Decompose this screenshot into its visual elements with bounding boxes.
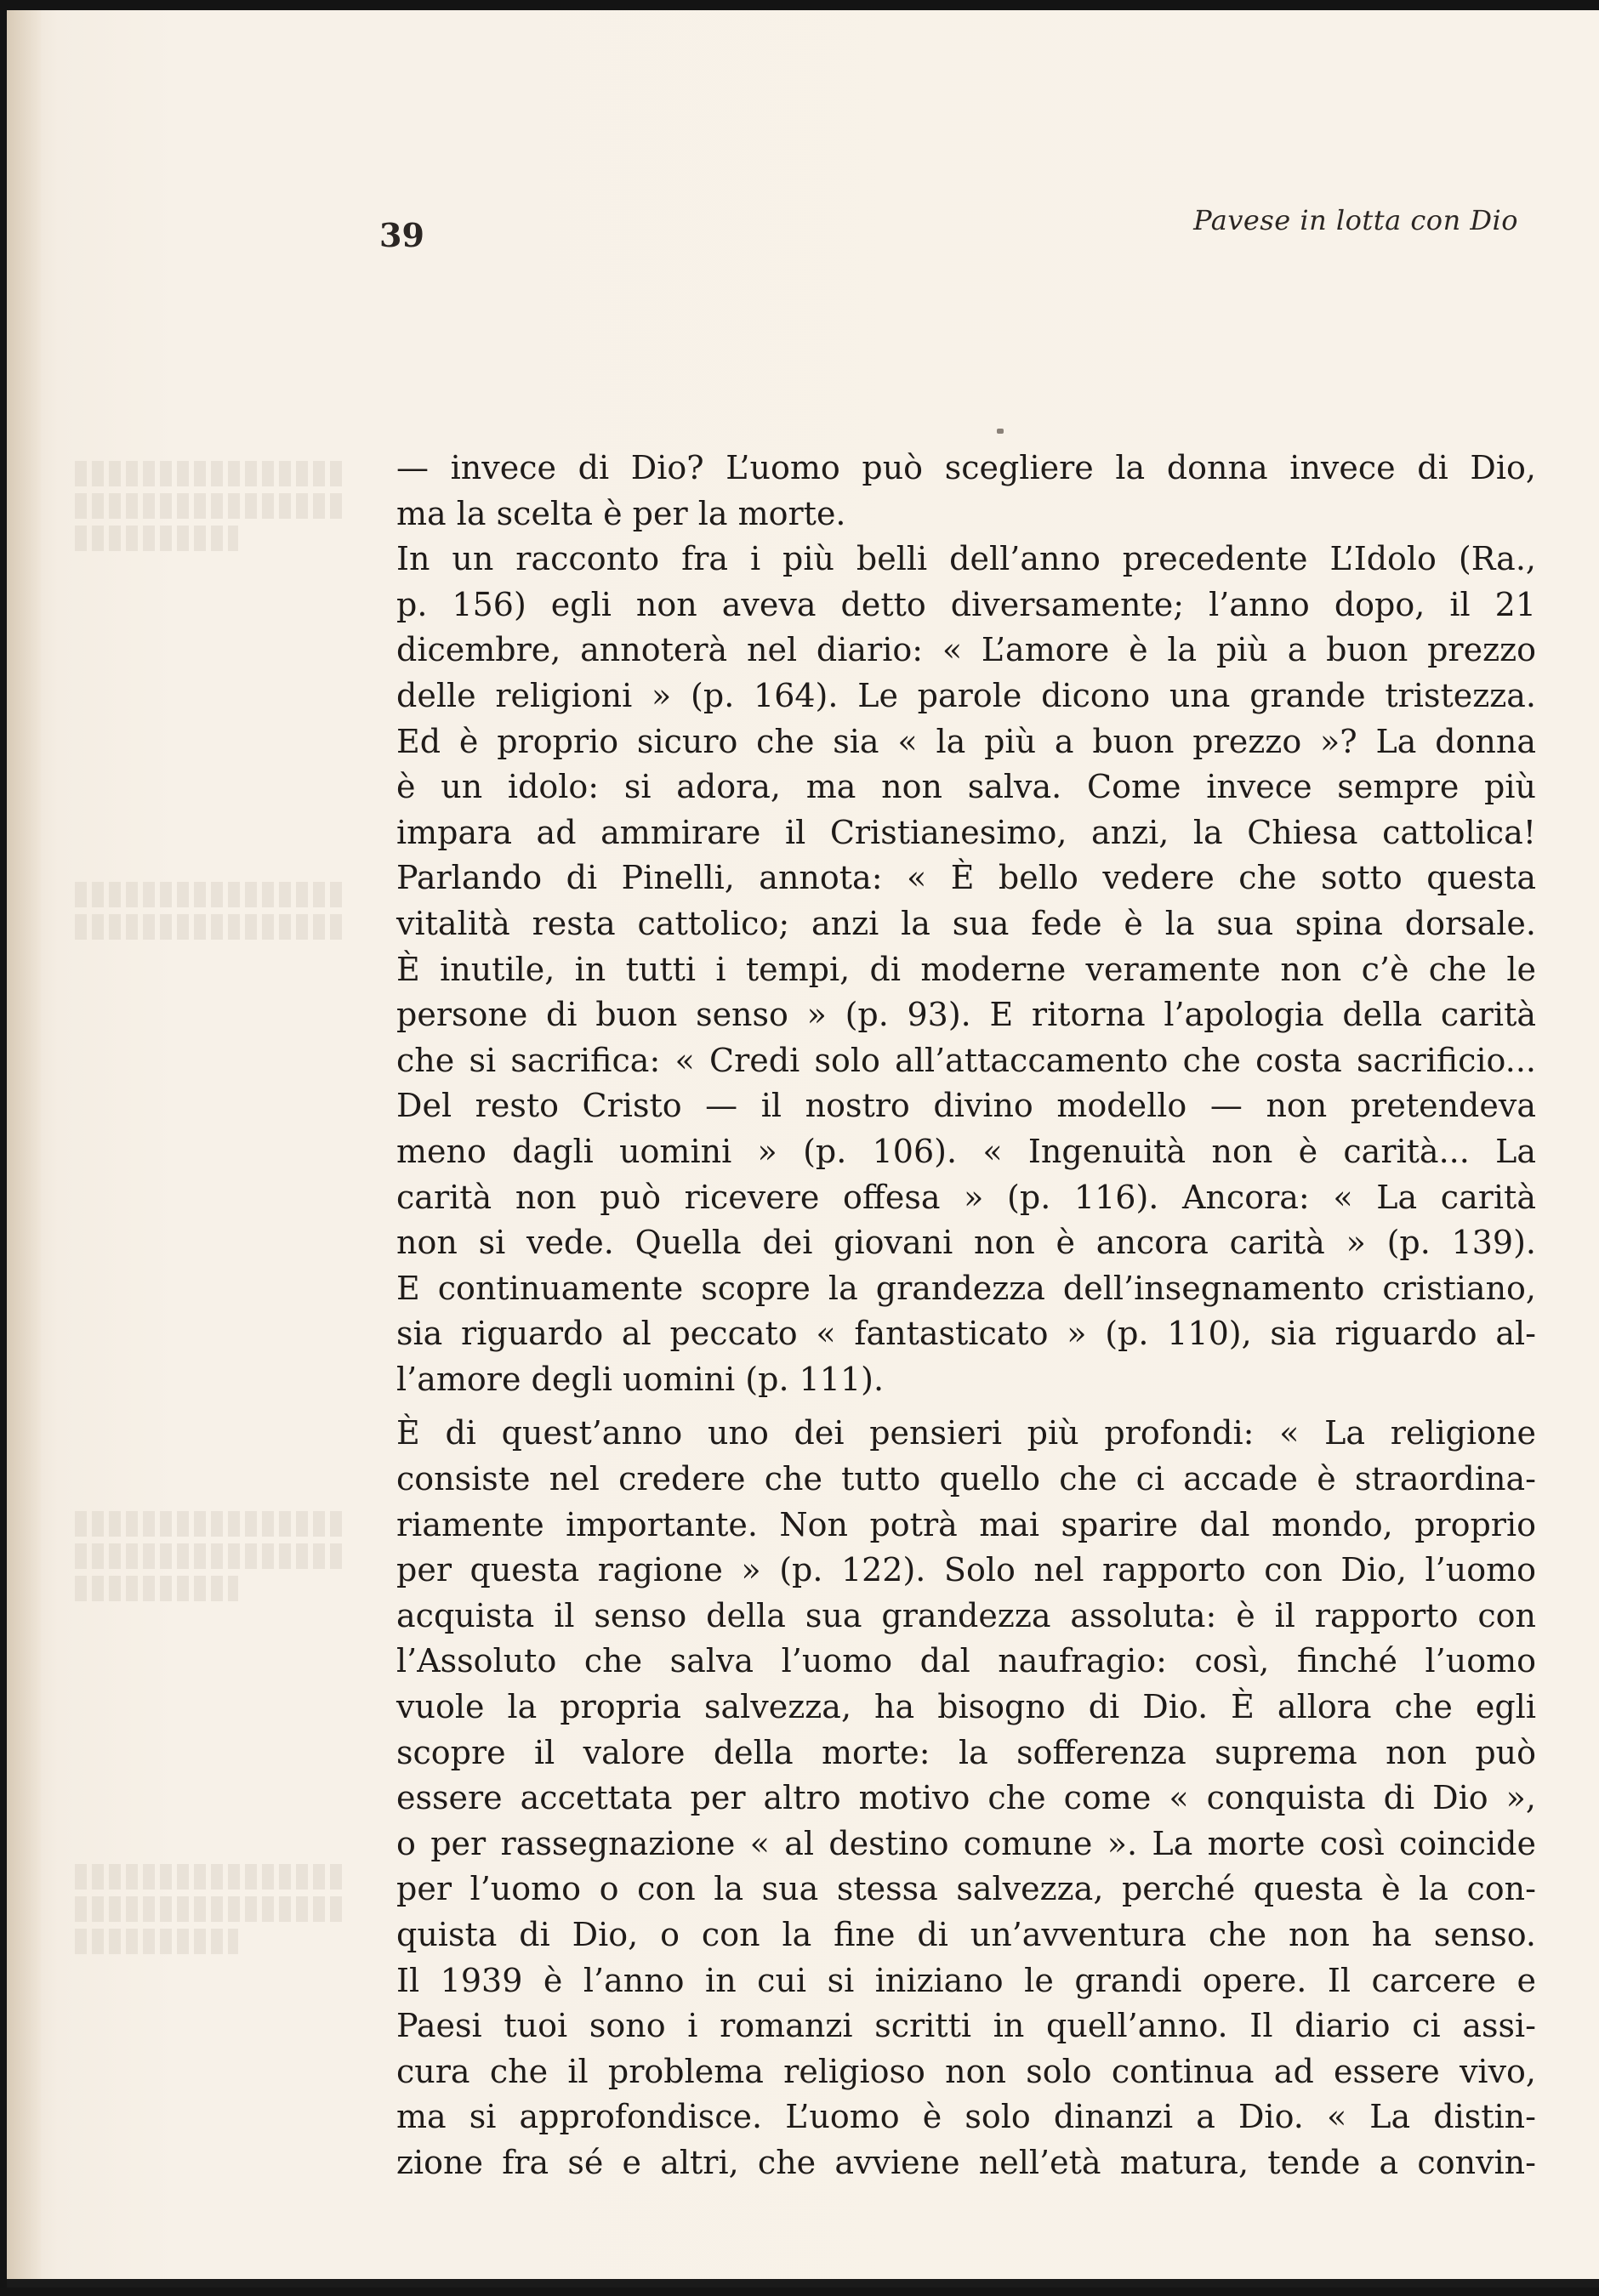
paragraph-gap (396, 1402, 1536, 1411)
text-line: ma la scelta è per la morte. (396, 494, 846, 532)
text-line: riamente importante. Non potrà mai sparire dal mondo, proprio (396, 1505, 1536, 1543)
text-line: quista di Dio, o con la fine di un’avventura che non ha senso. (396, 1916, 1536, 1953)
show-through-text (75, 1864, 347, 1954)
text-line: È inutile, in tutti i tempi, di moderne veramente non c’è che le (396, 950, 1536, 988)
text-line: essere accettata per altro motivo che come « conquista di Dio », (396, 1779, 1536, 1817)
page-gutter (7, 10, 41, 2287)
page-bottom-edge (7, 2279, 1599, 2287)
text-line: — invece di Dio? L’uomo può scegliere la donna invece di Dio, (396, 449, 1536, 486)
text-line: carità non può ricevere offesa » (p. 116). Ancora: « La carità (396, 1178, 1536, 1216)
text-line: non si vede. Quella dei giovani non è ancora carità » (p. 139). (396, 1224, 1536, 1262)
show-through-text (75, 1511, 347, 1601)
text-line: dicembre, annoterà nel diario: « L’amore è la più a buon prezzo (396, 631, 1536, 669)
text-line: In un racconto fra i più belli dell’anno precedente L’Idolo (Ra., (396, 540, 1536, 578)
show-through-text (75, 882, 347, 940)
book-page (7, 10, 1599, 2287)
text-line: per questa ragione » (p. 122). Solo nel rapporto con Dio, l’uomo (396, 1551, 1536, 1589)
text-line: meno dagli uomini » (p. 106). « Ingenuità non è carità... La (396, 1132, 1536, 1170)
text-line: scopre il valore della morte: la sofferenza suprema non può (396, 1733, 1536, 1771)
text-line: Del resto Cristo — il nostro divino modello — non pretendeva (396, 1087, 1536, 1125)
text-line: vitalità resta cattolico; anzi la sua fede è la sua spina dorsale. (396, 904, 1536, 942)
text-line: delle religioni » (p. 164). Le parole dicono una grande tristezza. (396, 676, 1536, 714)
text-line: persone di buon senso » (p. 93). E ritorna l’apologia della carità (396, 996, 1536, 1034)
body-text (396, 446, 1536, 2186)
text-line: l’amore degli uomini (p. 111). (396, 1360, 885, 1398)
text-line: o per rassegnazione « al destino comune ». La morte così coincide (396, 1824, 1536, 1862)
text-line: zione fra sé e altri, che avviene nell’età matura, tende a convin- (396, 2143, 1536, 2181)
text-line: vuole la propria salvezza, ha bisogno di Dio. È allora che egli (396, 1688, 1536, 1726)
show-through-text (75, 461, 347, 551)
text-line: che si sacrifica: « Credi solo all’attaccamento che costa sacrificio... (396, 1041, 1536, 1079)
text-line: consiste nel credere che tutto quello che ci accade è straordina- (396, 1460, 1536, 1498)
text-line: sia riguardo al peccato « fantasticato » (p. 110), sia riguardo al- (396, 1315, 1536, 1353)
text-line: p. 156) egli non aveva detto diversamente; l’anno dopo, il 21 (396, 585, 1536, 623)
page-number: 39 (379, 216, 424, 254)
text-line: è un idolo: si adora, ma non salva. Come invece sempre più (396, 768, 1536, 806)
text-line: per l’uomo o con la sua stessa salvezza, perché questa è la con- (396, 1870, 1536, 1908)
ink-speck (997, 429, 1004, 434)
text-line: acquista il senso della sua grandezza assoluta: è il rapporto con (396, 1596, 1536, 1634)
running-head: Pavese in lotta con Dio (1193, 204, 1518, 236)
text-line: Paesi tuoi sono i romanzi scritti in quell’anno. Il diario ci assi- (396, 2007, 1536, 2045)
text-line: ma si approfondisce. L’uomo è solo dinanzi a Dio. « La distin- (396, 2098, 1536, 2136)
text-line: cura che il problema religioso non solo continua ad essere vivo, (396, 2052, 1536, 2090)
text-line: impara ad ammirare il Cristianesimo, anzi, la Chiesa cattolica! (396, 813, 1536, 851)
text-line: Parlando di Pinelli, annota: « È bello vedere che sotto questa (396, 859, 1536, 897)
text-line: E continuamente scopre la grandezza dell’insegnamento cristiano, (396, 1269, 1536, 1307)
text-line: È di quest’anno uno dei pensieri più profondi: « La religione (396, 1414, 1536, 1452)
text-line: Ed è proprio sicuro che sia « la più a buon prezzo »? La donna (396, 722, 1536, 760)
text-line: l’Assoluto che salva l’uomo dal naufragio: così, finché l’uomo (396, 1642, 1536, 1680)
text-line: Il 1939 è l’anno in cui si iniziano le grandi opere. Il carcere e (396, 1961, 1536, 1999)
